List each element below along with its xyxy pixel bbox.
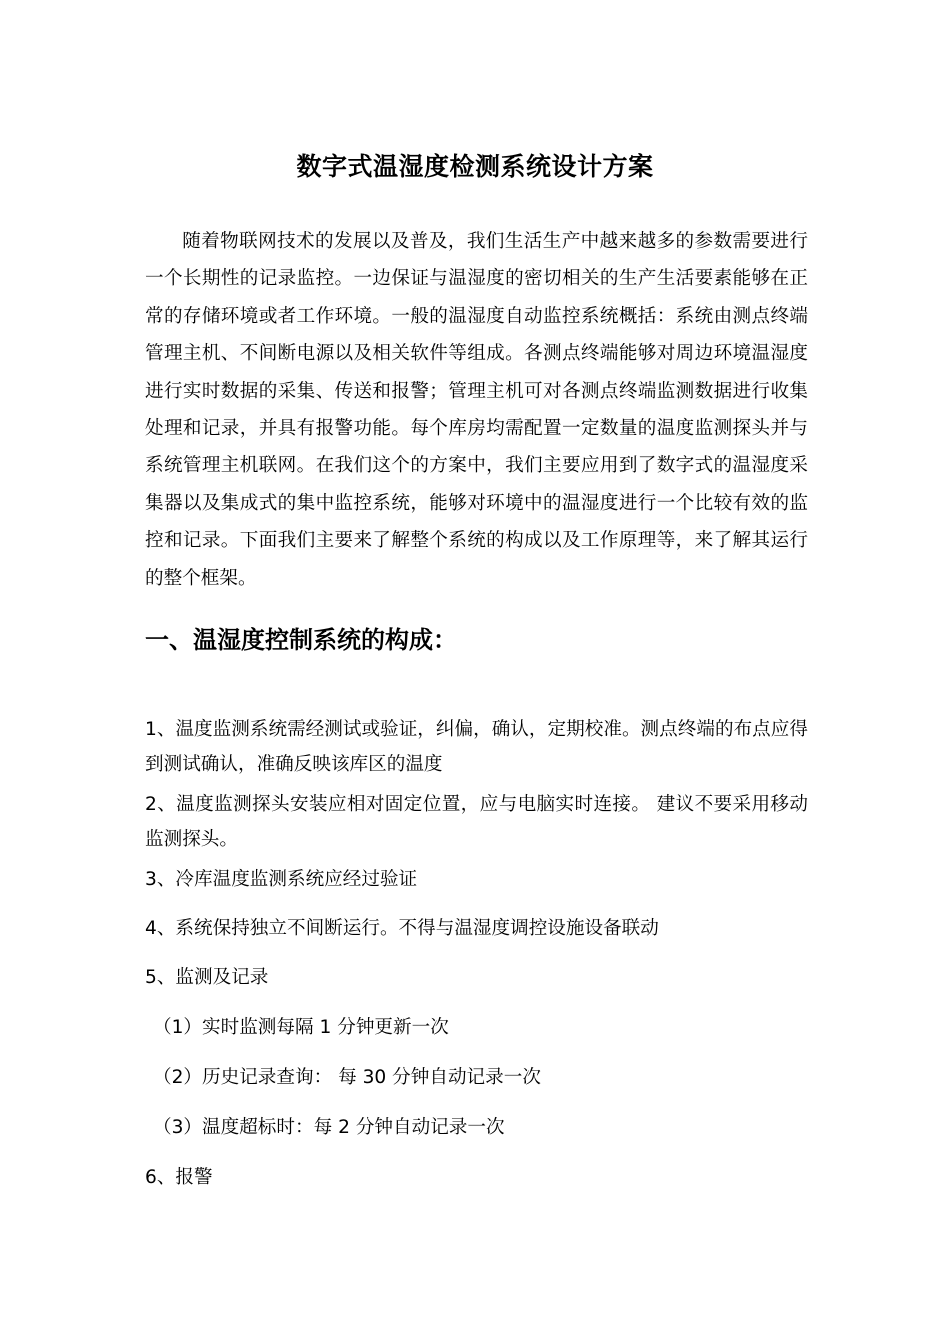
- list-item-4: 4、系统保持独立不间断运行。不得与温湿度调控设施设备联动: [145, 918, 659, 939]
- list-item-3: 3、冷库温度监测系统应经过验证: [145, 869, 418, 890]
- list-item-2: 2、温度监测探头安装应相对固定位置，应与电脑实时连接。 建议不要采用移动监测探头。: [145, 794, 808, 850]
- section-heading: 一、温湿度控制系统的构成：: [145, 626, 457, 654]
- sub-item-1: （1）实时监测每隔 1 分钟更新一次: [153, 1017, 449, 1038]
- document-title: 数字式温湿度检测系统设计方案: [296, 151, 654, 181]
- sub-item-3: （3）温度超标时：每 2 分钟自动记录一次: [153, 1117, 505, 1138]
- sub-item-2: （2）历史记录查询： 每 30 分钟自动记录一次: [153, 1067, 541, 1088]
- list-item-6: 6、报警: [145, 1167, 213, 1188]
- intro-paragraph: 随着物联网技术的发展以及普及，我们生活生产中越来越多的参数需要进行一个长期性的记录监控。一边保证与温湿度的密切相关的生产生活要素能够在正常的存储环境或者工作环境。一般的温湿度自动监控系统概括：系统由测点终端管理主机、不间断电源以及相关软件等组成。各测点终端能够对周边环境温湿度进行实时数据的采集、传送和报警；管理主机可对各测点终端监测数据进行收集处理和记录，并具有报警功能。每个库房均需配置一定数量的温度监测探头并与系统管理主机联网。在我们这个的方案中，我们主要应用到了数字式的温湿度采集器以及集成式的集中监控系统，能够对环境中的温湿度进行一个比较有效的监控和记录。下面我们主要来了解整个系统的构成以及工作原理等，来了解其运行的整个框架。: [145, 231, 808, 589]
- list-item-5: 5、监测及记录: [145, 967, 269, 988]
- list-item-1: 1、温度监测系统需经测试或验证，纠偏，确认，定期校准。测点终端的布点应得到测试确认，准确反映该库区的温度: [145, 719, 808, 775]
